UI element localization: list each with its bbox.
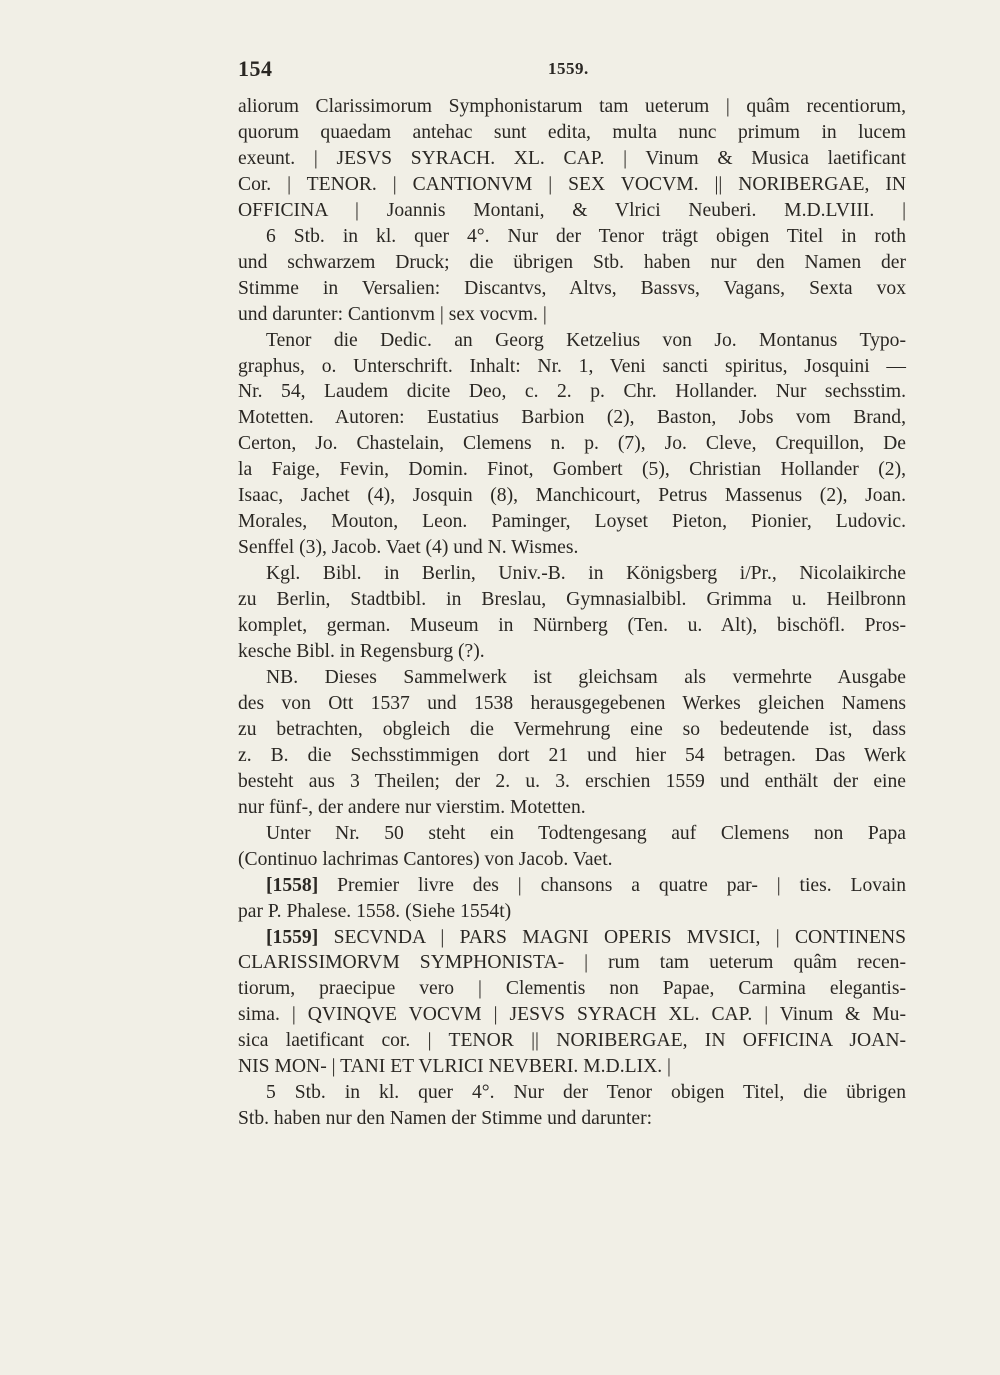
- text-line: Morales, Mouton, Leon. Paminger, Loyset Pieton, Pionier, Ludovic.: [238, 511, 906, 533]
- text-line: sica laetificant cor. | TENOR || NORIBERGAE, IN OFFICINA JOAN-: [238, 1030, 906, 1052]
- text-line: Stimme in Versalien: Discantvs, Altvs, Bassvs, Vagans, Sexta vox: [238, 277, 906, 299]
- page-header: [238, 56, 906, 86]
- libraries-note: [238, 561, 906, 665]
- text-line: des von Ott 1537 und 1538 herausgegebenen Werkes gleichen Namens: [238, 692, 906, 714]
- text-line: 6 Stb. in kl. quer 4°. Nur der Tenor trägt obigen Titel in roth: [266, 225, 906, 247]
- text-line: tiorum, praecipue vero | Clementis non Papae, Carmina elegantis-: [238, 978, 906, 1000]
- entry-1558: [238, 873, 906, 925]
- text-line: NIS MON- | TANI ET VLRICI NEVBERI. M.D.LIX. |: [238, 1056, 671, 1078]
- running-year: 1559.: [548, 59, 589, 78]
- text-line: komplet, german. Museum in Nürnberg (Ten. u. Alt), bischöfl. Pros-: [238, 615, 906, 637]
- nb-note: [238, 665, 906, 821]
- text-line: NB. Dieses Sammelwerk ist gleichsam als vermehrte Ausgabe: [266, 666, 906, 688]
- text-line: Isaac, Jachet (4), Josquin (8), Manchicourt, Petrus Massenus (2), Joan.: [238, 485, 906, 507]
- text-line: aliorum Clarissimorum Symphonistarum tam ueterum | quâm recentiorum,: [238, 96, 906, 117]
- text-line: z. B. die Sechsstimmigen dort 21 und hier 54 betragen. Das Werk: [238, 744, 906, 766]
- text-line: sima. | QVINQVE VOCVM | JESVS SYRACH XL. CAP. | Vinum & Mu-: [238, 1004, 906, 1026]
- text-line: Motetten. Autoren: Eustatius Barbion (2), Baston, Jobs vom Brand,: [238, 407, 906, 429]
- text-line: quorum quaedam antehac sunt edita, multa nunc primum in lucem: [238, 121, 906, 143]
- text-line: Kgl. Bibl. in Berlin, Univ.-B. in Königsberg i/Pr., Nicolaikirche: [266, 563, 906, 585]
- text-line: Senffel (3), Jacob. Vaet (4) und N. Wismes.: [238, 537, 579, 559]
- text-line: nur fünf-, der andere nur vierstim. Motetten.: [238, 796, 586, 818]
- entry-label: [1558]: [266, 874, 319, 896]
- text-line: Unter Nr. 50 steht ein Todtengesang auf Clemens non Papa: [266, 822, 906, 844]
- text-line: Cor. | TENOR. | CANTIONVM | SEX VOCVM. || NORIBERGAE, IN: [238, 173, 906, 195]
- text-body: [238, 94, 906, 1132]
- text-line: und schwarzem Druck; die übrigen Stb. haben nur den Namen der: [238, 251, 906, 273]
- entry-1559-secunda: [238, 925, 906, 1133]
- text-line: zu Berlin, Stadtbibl. in Breslau, Gymnasialbibl. Grimma u. Heilbronn: [238, 589, 906, 611]
- text-line: OFFICINA | Joannis Montani, & Vlrici Neuberi. M.D.LVIII. |: [238, 199, 906, 221]
- text-line: la Faige, Fevin, Domin. Finot, Gombert (5), Christian Hollander (2),: [238, 459, 906, 481]
- page-number: 154: [238, 56, 273, 81]
- text-line: kesche Bibl. in Regensburg (?).: [238, 641, 485, 663]
- text-line: Nr. 54, Laudem dicite Deo, c. 2. p. Chr. Hollander. Nur sechsstim.: [238, 381, 906, 403]
- entry-title-text: SECVNDA | PARS MAGNI OPERIS MVSICI, | CONTINENS: [318, 926, 906, 948]
- text-line: [238, 925, 906, 951]
- contents-note: [238, 328, 906, 562]
- text-line: Tenor die Dedic. an Georg Ketzelius von Jo. Montanus Typo-: [266, 329, 906, 351]
- text-line: 5 Stb. in kl. quer 4°. Nur der Tenor obigen Titel, die übrigen: [266, 1082, 906, 1104]
- text-line: [238, 873, 906, 899]
- text-line: CLARISSIMORVM SYMPHONISTA- | rum tam ueterum quâm recen-: [238, 952, 906, 974]
- text-line: exeunt. | JESVS SYRACH. XL. CAP. | Vinum & Musica laetificant: [238, 147, 906, 169]
- text-line: graphus, o. Unterschrift. Inhalt: Nr. 1, Veni sancti spiritus, Josquini —: [238, 355, 906, 377]
- text-line: par P. Phalese. 1558. (Siehe 1554t): [238, 900, 512, 922]
- format-note: [238, 224, 906, 328]
- vaet-note: [238, 821, 906, 873]
- text-line: (Continuo lachrimas Cantores) von Jacob. Vaet.: [238, 848, 613, 870]
- entry-title-text: Premier livre des | chansons a quatre par- | ties. Lovain: [318, 874, 906, 896]
- text-line: besteht aus 3 Theilen; der 2. u. 3. erschien 1559 und enthält der eine: [238, 770, 906, 792]
- text-line: Certon, Jo. Chastelain, Clemens n. p. (7), Jo. Cleve, Crequillon, De: [238, 433, 906, 455]
- text-line: zu betrachten, obgleich die Vermehrung eine so bedeutende ist, dass: [238, 718, 906, 740]
- entry-label: [1559]: [266, 926, 319, 948]
- text-line: Stb. haben nur den Namen der Stimme und darunter:: [238, 1108, 653, 1130]
- text-line: und darunter: Cantionvm | sex vocvm. |: [238, 303, 547, 325]
- entry-1559-title-continuation: [238, 94, 906, 224]
